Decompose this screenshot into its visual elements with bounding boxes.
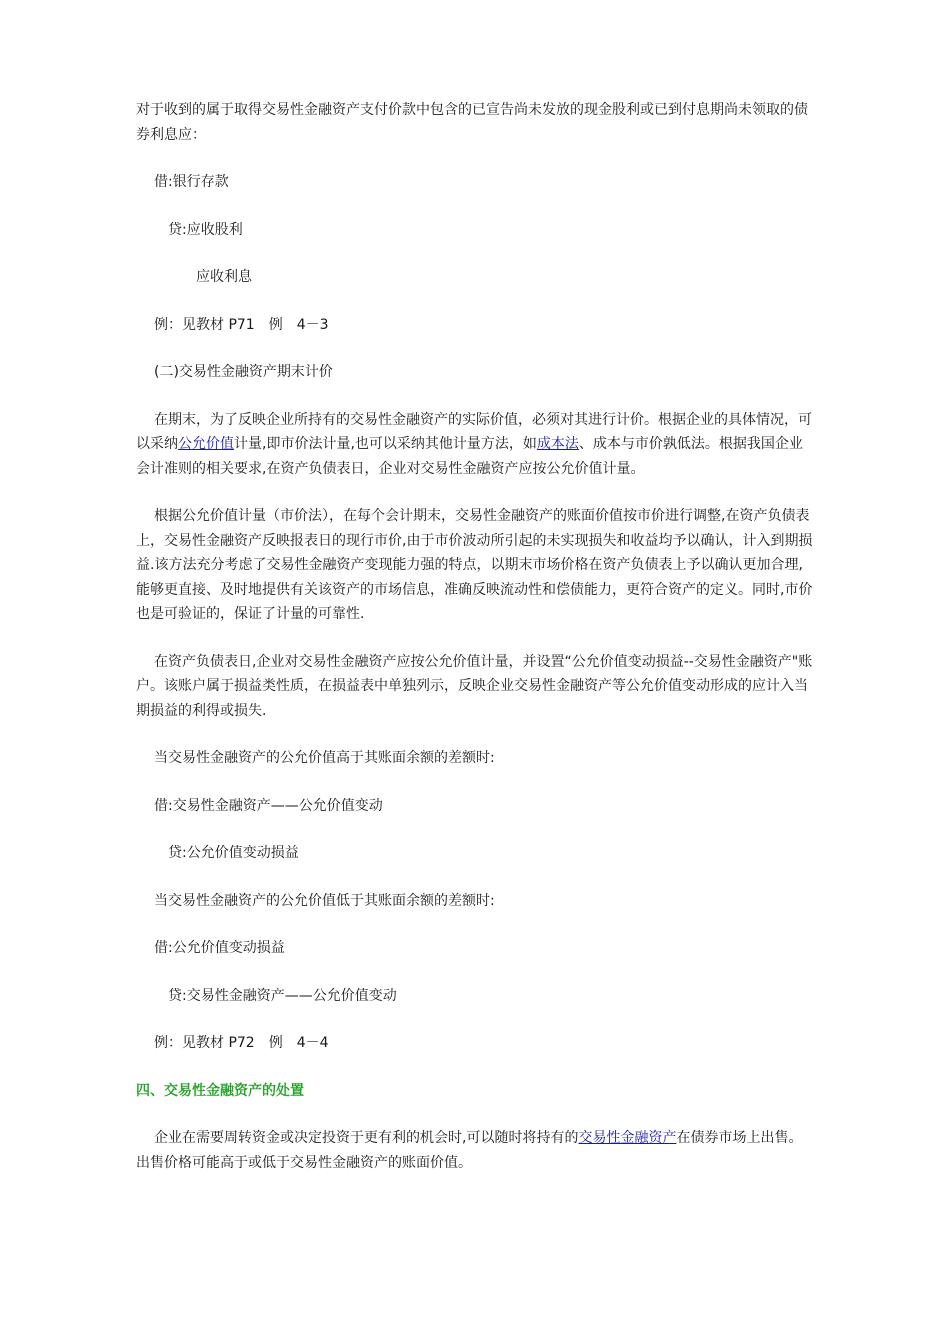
journal-debit-asset-change: 借:交易性金融资产——公允价值变动 bbox=[154, 797, 383, 814]
link-trading-financial-assets[interactable]: 交易性金融资产 bbox=[578, 1130, 677, 1146]
example-reference-p71: 例：见教材 P71 例 4－3 bbox=[154, 316, 329, 333]
example-reference-p72: 例：见教材 P72 例 4－4 bbox=[154, 1035, 329, 1051]
journal-debit-fv-loss: 借:公允价值变动损益 bbox=[154, 940, 285, 956]
text-segment: 企业在需要周转资金或决定投资于更有利的机会时,可以随时将持有的 bbox=[154, 1130, 579, 1146]
journal-debit-bank: 借:银行存款 bbox=[154, 174, 229, 190]
text-segment: 、成本与市价孰低法。根据我国企业会计准则的相关要求,在资产负债表日，企业对交易性金融资产应按公允价值计量。 bbox=[136, 436, 803, 477]
paragraph-dividend-receipt: 对于收到的属于取得交易性金融资产支付价款中包含的已宣告尚未发放的现金股利或已到付息期尚未领取的债券利息应： bbox=[136, 102, 808, 143]
document-body bbox=[136, 98, 816, 1198]
link-cost-method[interactable]: 成本法 bbox=[536, 436, 579, 452]
paragraph-fair-value-higher: 当交易性金融资产的公允价值高于其账面余额的差额时: bbox=[154, 750, 495, 766]
link-fair-value[interactable]: 公允价值 bbox=[178, 436, 234, 452]
section-heading-disposal: 四、交易性金融资产的处置 bbox=[136, 1082, 304, 1099]
section-title-period-end: (二)交易性金融资产期末计价 bbox=[154, 364, 333, 380]
text-segment: 在债券市场上出售。出售价格可能高于或低于交易性金融资产的账面价值。 bbox=[136, 1130, 803, 1171]
journal-credit-interest: 应收利息 bbox=[196, 269, 252, 285]
journal-credit-dividends: 贷:应收股利 bbox=[168, 221, 243, 238]
paragraph-fair-value-method: 根据公允价值计量（市价法），在每个会计期末，交易性金融资产的账面价值按市价进行调整,在资产负债表上，交易性金融资产反映报表日的现行市价,由于市价波动所引起的未实现损失和收益均予以确认，计入到期损益.该方法充分考虑了交易性金融资产变现能力强的特点，以期末市场价格在资产负债表上予以确认更加合理,能够更直接、及时地提供有关该资产的市场信息，准确反映流动性和偿债能力，更符合资产的定义。同时,市价也是可验证的，保证了计量的可靠性. bbox=[136, 508, 813, 622]
paragraph-period-end-valuation bbox=[136, 408, 816, 482]
text-segment: 计量,即市价法计量,也可以采纳其他计量方法，如 bbox=[234, 436, 537, 452]
journal-credit-asset-change: 贷:交易性金融资产——公允价值变动 bbox=[168, 987, 397, 1004]
text-segment: 在期末，为了反映企业所持有的交易性金融资产的实际价值，必须对其进行计价。根据企业的具体情况，可以采纳 bbox=[136, 411, 812, 452]
journal-credit-fv-gain: 贷:公允价值变动损益 bbox=[168, 845, 299, 861]
paragraph-fair-value-lower: 当交易性金融资产的公允价值低于其账面余额的差额时: bbox=[154, 892, 495, 909]
paragraph-disposal bbox=[136, 1126, 816, 1175]
paragraph-fair-value-account: 在资产负债表日,企业对交易性金融资产应按公允价值计量，并设置“公允价值变动损益--交易性金融资产"账户。该账户属于损益类性质，在损益表中单独列示，反映企业交易性金融资产等公允价值变动形成的应计入当期损益的利得或损失. bbox=[136, 653, 813, 719]
